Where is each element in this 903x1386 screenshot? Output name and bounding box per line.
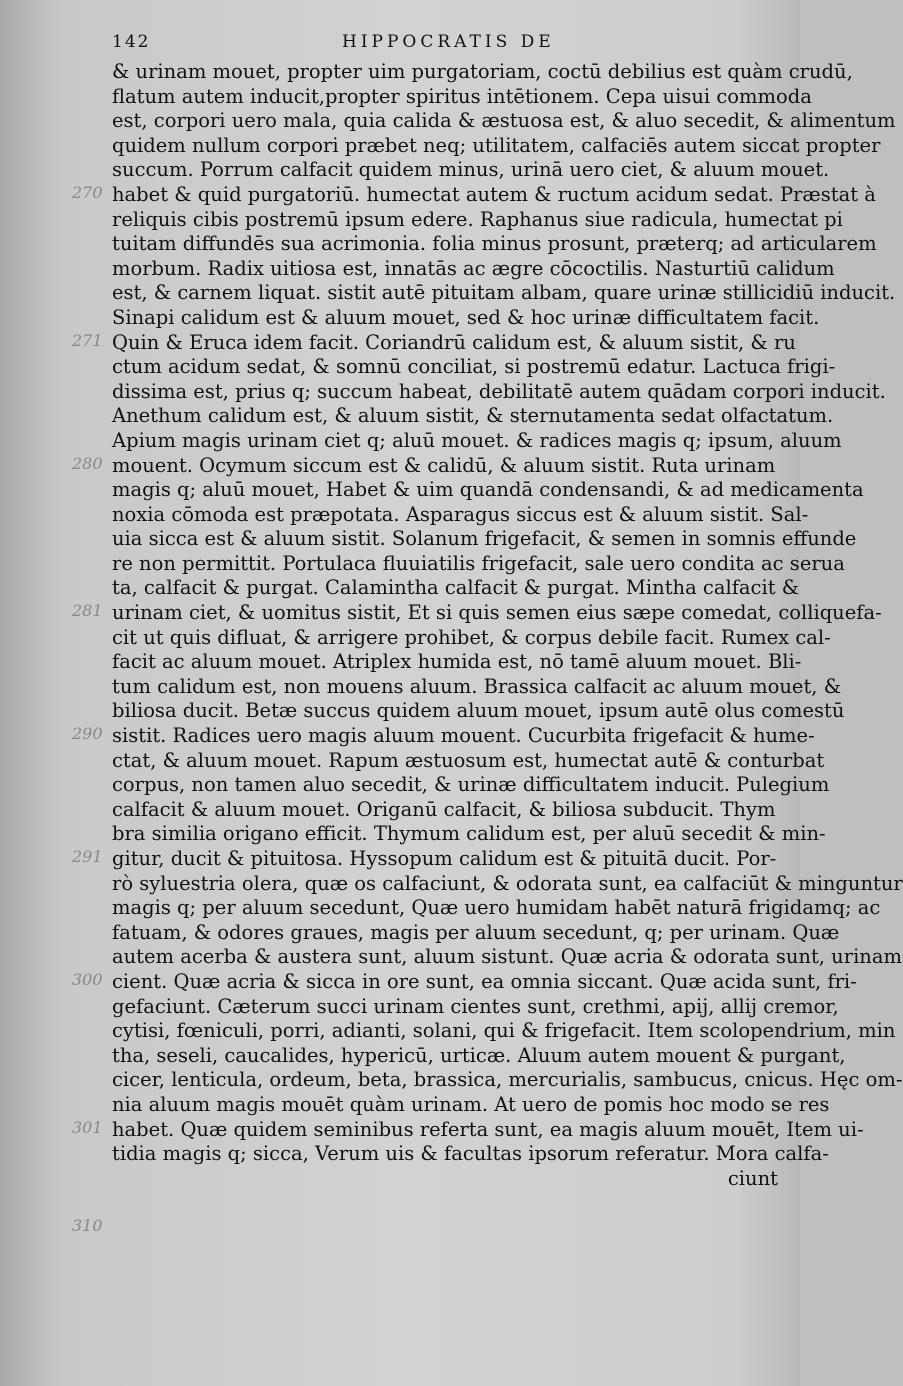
- text-line: quidem nullum corpori præbet neq; utilitatem, calfaciēs autem siccat propter: [112, 133, 881, 157]
- page-header: [112, 32, 786, 56]
- text-line: gitur, ducit & pituitosa. Hyssopum calidum est & pituitā ducit. Por-: [112, 847, 777, 870]
- text-line: Sinapi calidum est & aluum mouet, sed & hoc urinæ difficultatem facit.: [112, 305, 820, 329]
- text-line: re non permittit. Portulaca fluuiatilis frigefacit, sale uero condita ac serua: [112, 551, 845, 575]
- text-line: cytisi, fœniculi, porri, adianti, solani, qui & frigefacit. Item scolopendrium, min: [112, 1019, 896, 1043]
- text-line: nia aluum magis mouēt quàm urinam. At uero de pomis hoc modo se res: [112, 1092, 830, 1116]
- margin-note: 270: [72, 183, 103, 202]
- margin-note: 290: [72, 724, 103, 744]
- text-line: Apium magis urinam ciet q; aluū mouet. & radices magis q; ipsum, aluum: [112, 428, 842, 452]
- margin-note: 301: [72, 1117, 103, 1137]
- text-line: morbum. Radix uitiosa est, innatās ac ægre cōcoctilis. Nasturtiū calidum: [112, 256, 835, 280]
- text-line: cient. Quæ acria & sicca in ore sunt, ea omnia siccant. Quæ acida sunt, fri-: [112, 969, 857, 993]
- text-line: habet & quid purgatoriū. humectat autem & ructum acidum sedat. Præstat à: [112, 182, 876, 206]
- page-number: 142: [112, 32, 151, 52]
- text-line: rò syluestria olera, quæ os calfaciunt, & odorata sunt, ea calfaciūt & minguntur: [112, 871, 903, 895]
- margin-note: 300: [72, 970, 103, 990]
- text-line: bra similia origano efficit. Thymum calidum est, per aluū secedit & min-: [112, 822, 826, 846]
- running-head: HIPPOCRATIS DE: [342, 32, 555, 52]
- text-line: ta, calfacit & purgat. Calamintha calfacit & purgat. Mintha calfacit &: [112, 576, 800, 600]
- margin-note: 271: [72, 330, 103, 350]
- text-line: fatuam, & odores graues, magis per aluum secedunt, q; per urinam. Quæ: [112, 920, 840, 944]
- text-line: mouent. Ocymum siccum est & calidū, & aluum sistit. Ruta urinam: [112, 453, 776, 477]
- text-line: noxia cōmoda est præpotata. Asparagus siccus est & aluum sistit. Sal-: [112, 502, 809, 526]
- text-line: tha, seseli, caucalides, hypericū, urticæ. Aluum autem mouent & purgant,: [112, 1043, 846, 1067]
- text-line: reliquis cibis postremū ipsum edere. Raphanus siue radicula, humectat pi: [112, 207, 843, 231]
- text-line: cit ut quis difluat, & arrigere prohibet, & corpus debile facit. Rumex cal-: [112, 625, 831, 649]
- text-line: tidia magis q; sicca, Verum uis & facultas ipsorum referatur. Mora calfa-: [112, 1142, 829, 1166]
- text-line: flatum autem inducit,propter spiritus intētionem. Cepa uisui commoda: [112, 84, 812, 108]
- text-line: est, & carnem liquat. sistit autē pituitam albam, quare urinæ stillicidiū inducit.: [112, 281, 896, 305]
- text-line: & urinam mouet, propter uim purgatoriam, coctū debilius est quàm crudū,: [112, 60, 853, 83]
- text-line: uia sicca est & aluum sistit. Solanum frigefacit, & semen in somnis effunde: [112, 527, 857, 551]
- text-line: calfacit & aluum mouet. Origanū calfacit, & biliosa subducit. Thym: [112, 797, 776, 821]
- text-line: Anethum calidum est, & aluum sistit, & sternutamenta sedat olfactatum.: [112, 404, 834, 428]
- body-text: [112, 60, 903, 1191]
- text-line: facit ac aluum mouet. Atriplex humida est, nō tamē aluum mouet. Bli-: [112, 650, 802, 674]
- margin-note: 310: [72, 1216, 103, 1236]
- text-line: habet. Quæ quidem seminibus referta sunt, ea magis aluum mouēt, Item ui-: [112, 1117, 864, 1141]
- text-line: urinam ciet, & uomitus sistit, Et si quis semen eius sæpe comedat, colliquefa-: [112, 601, 882, 625]
- text-line: magis q; per aluum secedunt, Quæ uero humidam habēt naturā frigidamq; ac: [112, 896, 881, 920]
- text-line: tum calidum est, non mouens aluum. Brassica calfacit ac aluum mouet, &: [112, 674, 842, 698]
- text-line: Quin & Eruca idem facit. Coriandrū calidum est, & aluum sistit, & ru: [112, 330, 796, 354]
- text-line: biliosa ducit. Betæ succus quidem aluum mouet, ipsum autē olus comestū: [112, 699, 845, 723]
- text-line: magis q; aluū mouet, Habet & uim quandā condensandi, & ad medicamenta: [112, 478, 864, 502]
- text-line: est, corpori uero mala, quia calida & æstuosa est, & aluo secedit, & alimentum: [112, 109, 896, 133]
- text-line: cicer, lenticula, ordeum, beta, brassica, mercurialis, sambucus, cnicus. Hęc om-: [112, 1068, 903, 1092]
- text-line: ctat, & aluum mouet. Rapum æstuosum est, humectat autē & conturbat: [112, 748, 825, 772]
- margin-note: 291: [72, 847, 103, 867]
- text-line: dissima est, prius q; succum habeat, debilitatē autem quādam corpori inducit.: [112, 379, 886, 403]
- text-line: corpus, non tamen aluo secedit, & urinæ difficultatem inducit. Pulegium: [112, 773, 830, 797]
- text-line: autem acerba & austera sunt, aluum sistunt. Quæ acria & odorata sunt, urinam: [112, 945, 902, 969]
- text-line: succum. Porrum calfacit quidem minus, urinā uero ciet, & aluum mouet.: [112, 158, 830, 182]
- text-line: ctum acidum sedat, & somnū conciliat, si postremū edatur. Lactuca frigi-: [112, 355, 836, 379]
- text-line: tuitam diffundēs sua acrimonia. folia minus prosunt, præterq; ad articularem: [112, 232, 877, 256]
- text-line: ciunt: [727, 1166, 778, 1190]
- margin-note: 280: [72, 453, 103, 473]
- margin-note: 281: [72, 601, 103, 621]
- text-line: sistit. Radices uero magis aluum mouent. Cucurbita frigefacit & hume-: [112, 724, 815, 748]
- text-line: gefaciunt. Cæterum succi urinam cientes sunt, crethmi, apij, allij cremor,: [112, 994, 839, 1018]
